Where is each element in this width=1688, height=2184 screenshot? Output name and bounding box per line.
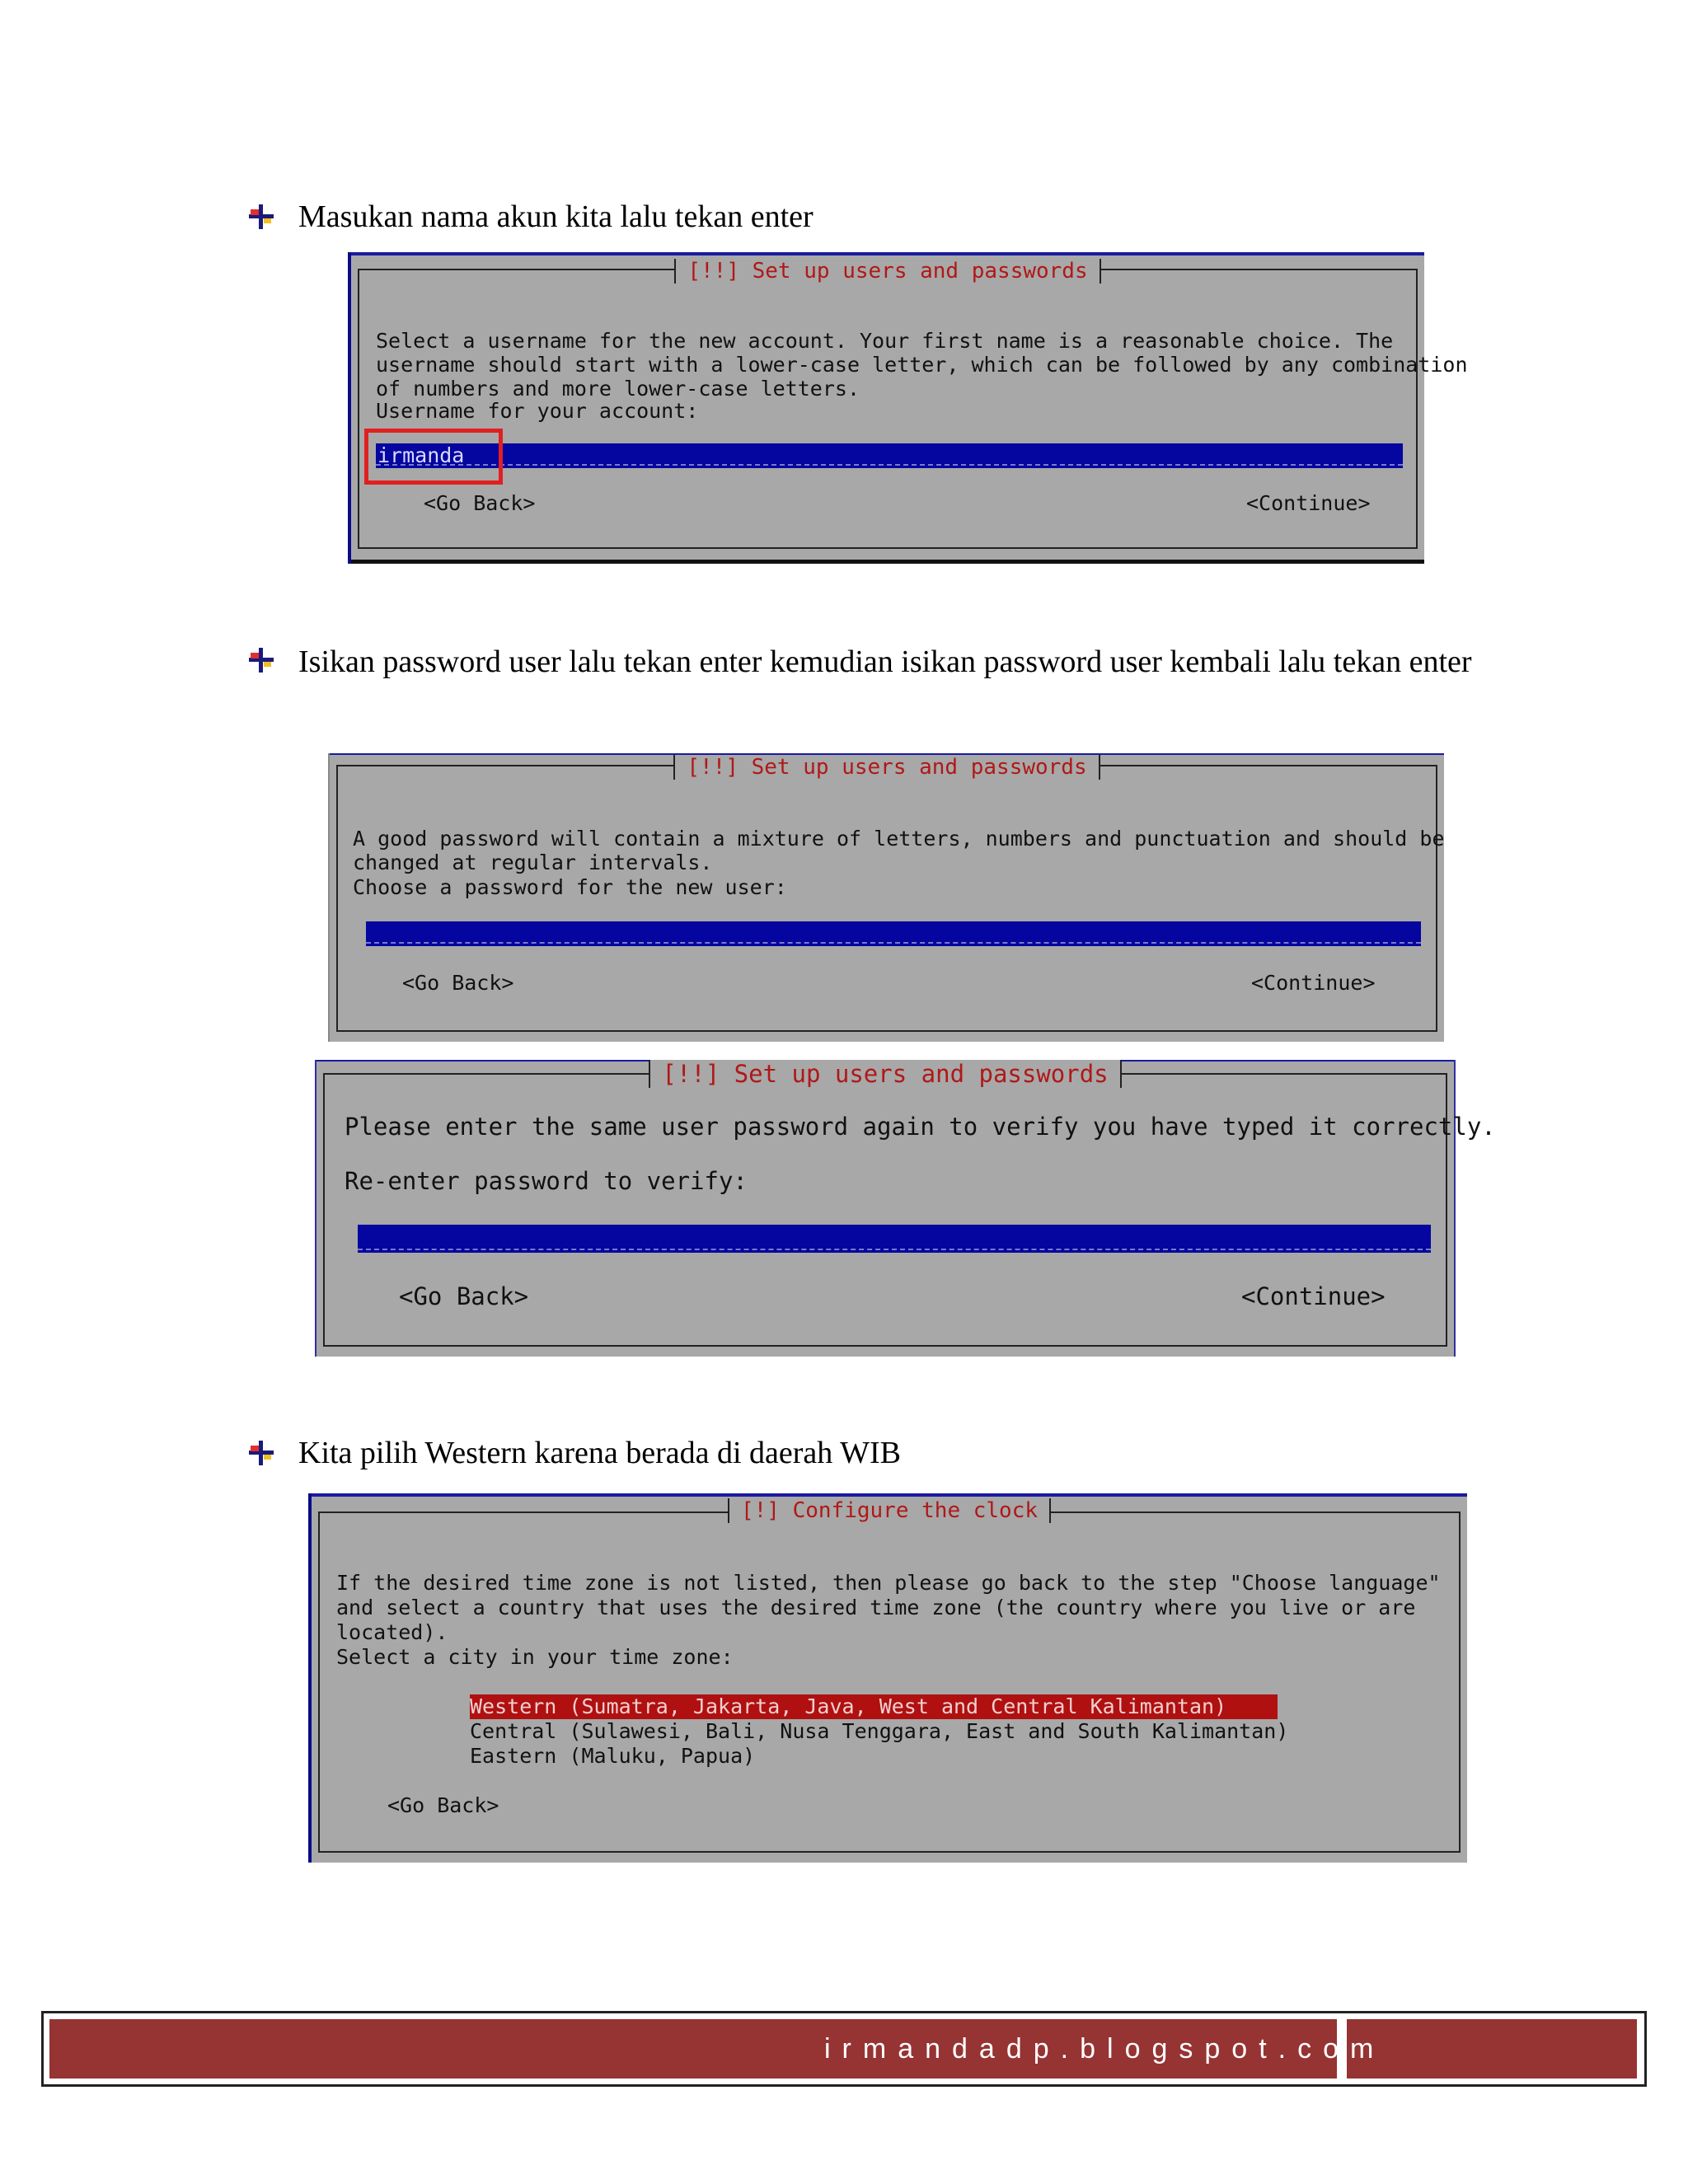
- footer-bar-right: [1347, 2019, 1637, 2079]
- help-text-line: and select a country that uses the desired time zone (the country where you live or are: [336, 1596, 1416, 1619]
- field-label: Select a city in your time zone:: [336, 1645, 734, 1669]
- help-text-line: A good password will contain a mixture of letters, numbers and punctuation and should be: [353, 827, 1445, 851]
- help-text-line: located).: [336, 1620, 448, 1644]
- help-text-line: If the desired time zone is not listed, then please go back to the step "Choose language": [336, 1571, 1441, 1595]
- dialog-title: [!!] Set up users and passwords: [673, 755, 1100, 780]
- installer-screenshot-timezone: [308, 1493, 1467, 1863]
- help-text-line: of numbers and more lower-case letters.: [376, 377, 860, 401]
- field-label: Username for your account:: [376, 399, 699, 423]
- continue-button[interactable]: <Continue>: [1251, 971, 1376, 995]
- help-text-line: username should start with a lower-case letter, which can be followed by any combination: [376, 353, 1468, 377]
- timezone-option[interactable]: Eastern (Maluku, Papua): [470, 1744, 756, 1768]
- username-input[interactable]: [376, 443, 1403, 468]
- continue-button[interactable]: <Continue>: [1246, 491, 1371, 515]
- go-back-button[interactable]: <Go Back>: [424, 491, 536, 515]
- instruction-text: Masukan nama akun kita lalu tekan enter: [298, 199, 814, 234]
- help-text-line: Select a username for the new account. Your first name is a reasonable choice. The: [376, 329, 1394, 353]
- field-label: Choose a password for the new user:: [353, 875, 787, 899]
- footer-url: irmandadp.blogspot.com: [824, 2033, 1386, 2064]
- instruction-text: Kita pilih Western karena berada di daerah WIB: [298, 1436, 901, 1470]
- installer-screenshot-password: [328, 753, 1444, 1042]
- continue-button[interactable]: <Continue>: [1241, 1282, 1386, 1310]
- password-input[interactable]: [366, 921, 1421, 946]
- installer-screenshot-username: [348, 252, 1468, 564]
- go-back-button[interactable]: <Go Back>: [387, 1793, 499, 1817]
- username-value: irmanda: [377, 443, 465, 467]
- bullet-pin-icon: [247, 646, 275, 674]
- bullet-pin-icon: [247, 1439, 275, 1467]
- field-label: Re-enter password to verify:: [345, 1167, 748, 1195]
- installer-screenshot-verify-password: [315, 1060, 1496, 1357]
- timezone-option[interactable]: Central (Sulawesi, Bali, Nusa Tenggara, East and South Kalimantan): [470, 1719, 1289, 1743]
- timezone-option-selected[interactable]: Western (Sumatra, Jakarta, Java, West and Central Kalimantan): [470, 1694, 1278, 1719]
- highlight-box: [364, 429, 503, 485]
- bullet-pin-icon: [247, 203, 275, 231]
- dialog-title: [!!] Set up users and passwords: [674, 259, 1100, 284]
- go-back-button[interactable]: <Go Back>: [399, 1282, 529, 1310]
- dialog-title: [!!] Set up users and passwords: [649, 1060, 1121, 1088]
- dialog-title: [!] Configure the clock: [728, 1498, 1051, 1523]
- help-text-line: Please enter the same user password again to verify you have typed it correctly.: [345, 1113, 1496, 1141]
- go-back-button[interactable]: <Go Back>: [402, 971, 514, 995]
- instruction-text: Isikan password user lalu tekan enter kemudian isikan password user kembali lalu tekan enter: [298, 644, 1472, 679]
- help-text-line: changed at regular intervals.: [353, 851, 713, 874]
- verify-password-input[interactable]: [358, 1225, 1431, 1253]
